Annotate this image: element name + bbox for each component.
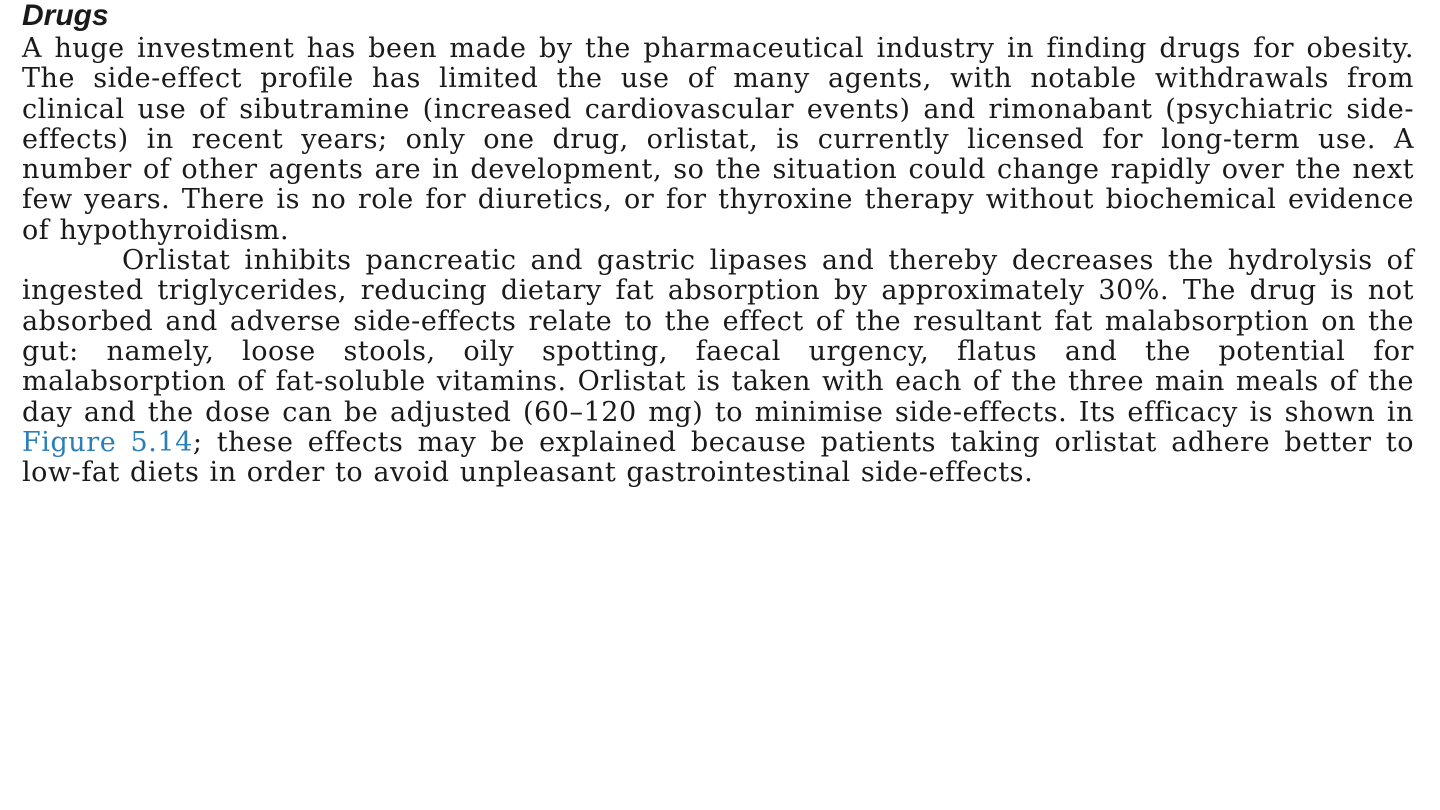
document-page	[22, 0, 1414, 488]
paragraph-orlistat-text-end: ; these effects may be explained because patients taking orlistat adhere better to low-fat diets in order to avoid unpleasant gastrointestinal side-effects.	[22, 426, 1414, 489]
section-heading: Drugs	[22, 0, 109, 32]
paragraph-orlistat	[22, 246, 1414, 488]
paragraph-orlistat-text-start: Orlistat inhibits pancreatic and gastric lipases and thereby decreases the hydrolysis of ingested triglycerides, reducing dietary fat absorption by approximately 30%. The drug is not absorbed and adverse side-effects relate to the effect of the resultant fat malabsorption on the gut: namely, loose stools, oily spotting, faecal urgency, flatus and the potential for malabsorption of fat-soluble vitamins. Orlistat is taken with each of the three main meals of the day and the dose can be adjusted (60–120 mg) to minimise side-effects. Its efficacy is shown in	[22, 245, 1414, 428]
figure-reference-link[interactable]: Figure 5.14	[22, 426, 193, 458]
paragraph-drugs-overview: A huge investment has been made by the pharmaceutical industry in finding drugs for obesity. The side-effect profile has limited the use of many agents, with notable withdrawals from clinical use of sibutramine (increased cardiovascular events) and rimonabant (psychiatric side-effects) in recent years; only one drug, orlistat, is currently licensed for long-term use. A number of other agents are in development, so the situation could change rapidly over the next few years. There is no role for diuretics, or for thyroxine therapy without biochemical evidence of hypothyroidism.	[22, 33, 1414, 246]
